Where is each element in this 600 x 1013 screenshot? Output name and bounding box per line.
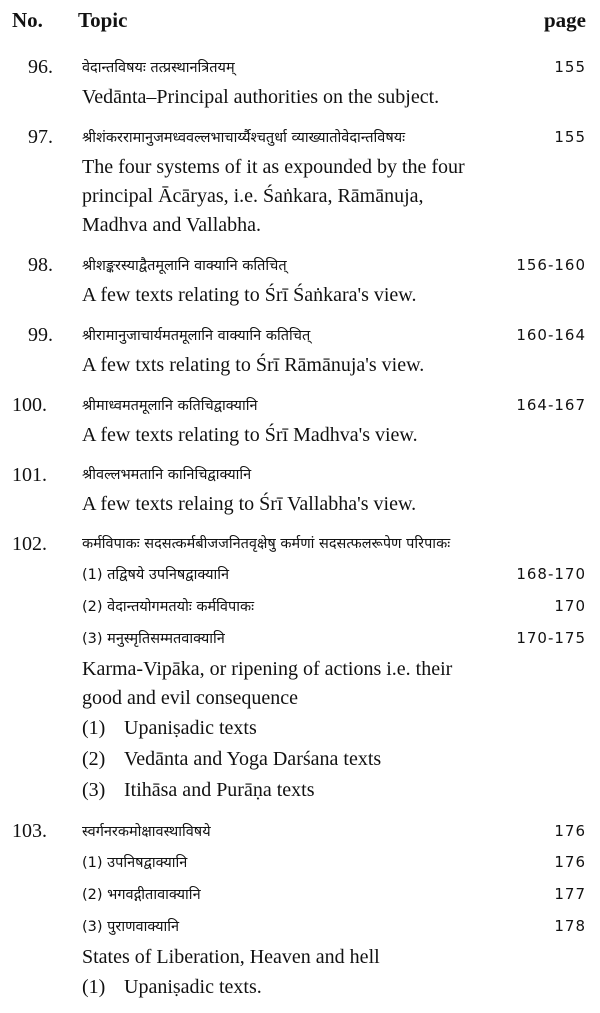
header-page: page (544, 8, 586, 32)
sanskrit-title (82, 390, 586, 421)
subitem-page: 168-170 (516, 565, 586, 583)
sanskrit-subitem (82, 559, 586, 591)
sanskrit-subitem (82, 623, 586, 655)
entry-number: 100. (12, 394, 47, 416)
entry-number: 102. (12, 533, 47, 555)
toc-entry (12, 529, 586, 806)
subitem-text: (3) पुराणवाक्यानि (82, 919, 180, 935)
sanskrit-text: श्रीरामानुजाचार्यमतमूलानि वाक्यानि कतिचित् (82, 328, 311, 344)
subitem-text: (3) मनुस्मृतिसम्मतवाक्यानि (82, 631, 225, 647)
entry-body (82, 320, 586, 380)
sanskrit-title (82, 460, 586, 490)
sanskrit-text: वेदान्तविषयः तत्प्रस्थानत्रितयम् (82, 60, 235, 76)
sanskrit-text: श्रीशङ्करस्याद्वैतमूलानि वाक्यानि कतिचित् (82, 258, 287, 274)
subitem-text: (2) वेदान्तयोगमतयोः कर्मविपाकः (82, 599, 255, 615)
english-description: A few texts relating to Śrī Śaṅkara's view. (82, 284, 417, 306)
sanskrit-title (82, 122, 586, 153)
sanskrit-text: श्रीमाध्वमतमूलानि कतिचिद्वाक्यानि (82, 398, 258, 414)
header-no: No. (12, 8, 43, 32)
english-subitem (82, 775, 586, 806)
sanskrit-text: श्रीवल्लभमतानि कानिचिद्वाक्यानि (82, 467, 252, 483)
english-description: A few txts relating to Śrī Rāmānuja's view. (82, 354, 425, 376)
sanskrit-subitem (82, 591, 586, 623)
sanskrit-title (82, 816, 586, 847)
entry-number: 97. (28, 126, 53, 148)
subitem-page: 178 (554, 917, 586, 935)
english-subitem (82, 744, 586, 775)
toc-entry (12, 122, 586, 240)
entry-body (82, 250, 586, 310)
sanskrit-subitem (82, 847, 586, 879)
sanskrit-title (82, 250, 586, 281)
sanskrit-text: स्वर्गनरकमोक्षावस्थाविषये (82, 824, 211, 840)
subitem-key: (1) (82, 717, 106, 739)
page-number: 156-160 (516, 256, 586, 274)
sanskrit-text: कर्मविपाकः सदसत्कर्मबीजजनितवृक्षेषु कर्मणां सदसत्फलरूपेण परिपाकः (82, 536, 451, 552)
subitem-label: Upaniṣadic texts (124, 717, 257, 739)
english-description: Madhva and Vallabha. (82, 214, 262, 236)
toc-entry (12, 390, 586, 450)
entry-number: 101. (12, 464, 47, 486)
english-description: Vedānta–Principal authorities on the subject. (82, 86, 440, 108)
subitem-text: (1) तद्विषये उपनिषद्वाक्यानि (82, 567, 230, 583)
page-number: 164-167 (516, 396, 586, 414)
sanskrit-text: श्रीशंकररामानुजमध्ववल्लभाचार्य्यैश्चतुर्धा व्याख्यातोवेदान्तविषयः (82, 130, 406, 146)
page-number: 155 (554, 58, 586, 76)
english-description: States of Liberation, Heaven and hell (82, 946, 380, 968)
entry-number: 98. (28, 254, 53, 276)
english-description: good and evil consequence (82, 687, 299, 709)
english-description: Karma-Vipāka, or ripening of actions i.e. their (82, 658, 453, 680)
sanskrit-subitem (82, 879, 586, 911)
sanskrit-subitem (82, 911, 586, 943)
subitem-page: 170 (554, 597, 586, 615)
entry-body (82, 122, 586, 240)
subitem-key: (3) (82, 779, 106, 801)
subitem-page: 176 (554, 853, 586, 871)
english-subitem (82, 713, 586, 744)
entry-number: 99. (28, 324, 53, 346)
entry-body (82, 529, 586, 806)
english-description: principal Ācāryas, i.e. Śaṅkara, Rāmānuja, (82, 185, 424, 207)
subitem-label: Upaniṣadic texts. (124, 976, 262, 998)
subitem-label: Vedānta and Yoga Darśana texts (124, 748, 382, 770)
english-description: The four systems of it as expounded by the four (82, 156, 465, 178)
toc-entry (12, 320, 586, 380)
sanskrit-title (82, 529, 586, 559)
toc-entry (12, 816, 586, 1003)
subitem-label: Itihāsa and Purāṇa texts (124, 779, 315, 801)
english-description: A few texts relaing to Śrī Vallabha's view. (82, 493, 417, 515)
toc-entry (12, 250, 586, 310)
subitem-key: (2) (82, 748, 106, 770)
subitem-page: 170-175 (516, 629, 586, 647)
entry-body (82, 390, 586, 450)
toc-entry (12, 460, 586, 519)
subitem-text: (1) उपनिषद्वाक्यानि (82, 855, 188, 871)
toc-entry (12, 52, 586, 112)
english-description: A few texts relating to Śrī Madhva's view. (82, 424, 418, 446)
entry-body (82, 816, 586, 1003)
page-number: 176 (554, 822, 586, 840)
subitem-page: 177 (554, 885, 586, 903)
entry-number: 103. (12, 820, 47, 842)
sanskrit-title (82, 52, 586, 83)
page-number: 155 (554, 128, 586, 146)
entry-body (82, 52, 586, 112)
english-subitem (82, 972, 586, 1003)
entry-number: 96. (28, 56, 53, 78)
entry-body (82, 460, 586, 519)
toc-entries (12, 52, 586, 1003)
subitem-key: (1) (82, 976, 106, 998)
page-number: 160-164 (516, 326, 586, 344)
subitem-text: (2) भगवद्गीतावाक्यानि (82, 887, 201, 903)
sanskrit-title (82, 320, 586, 351)
header-topic: Topic (78, 8, 128, 32)
table-header (12, 8, 586, 42)
